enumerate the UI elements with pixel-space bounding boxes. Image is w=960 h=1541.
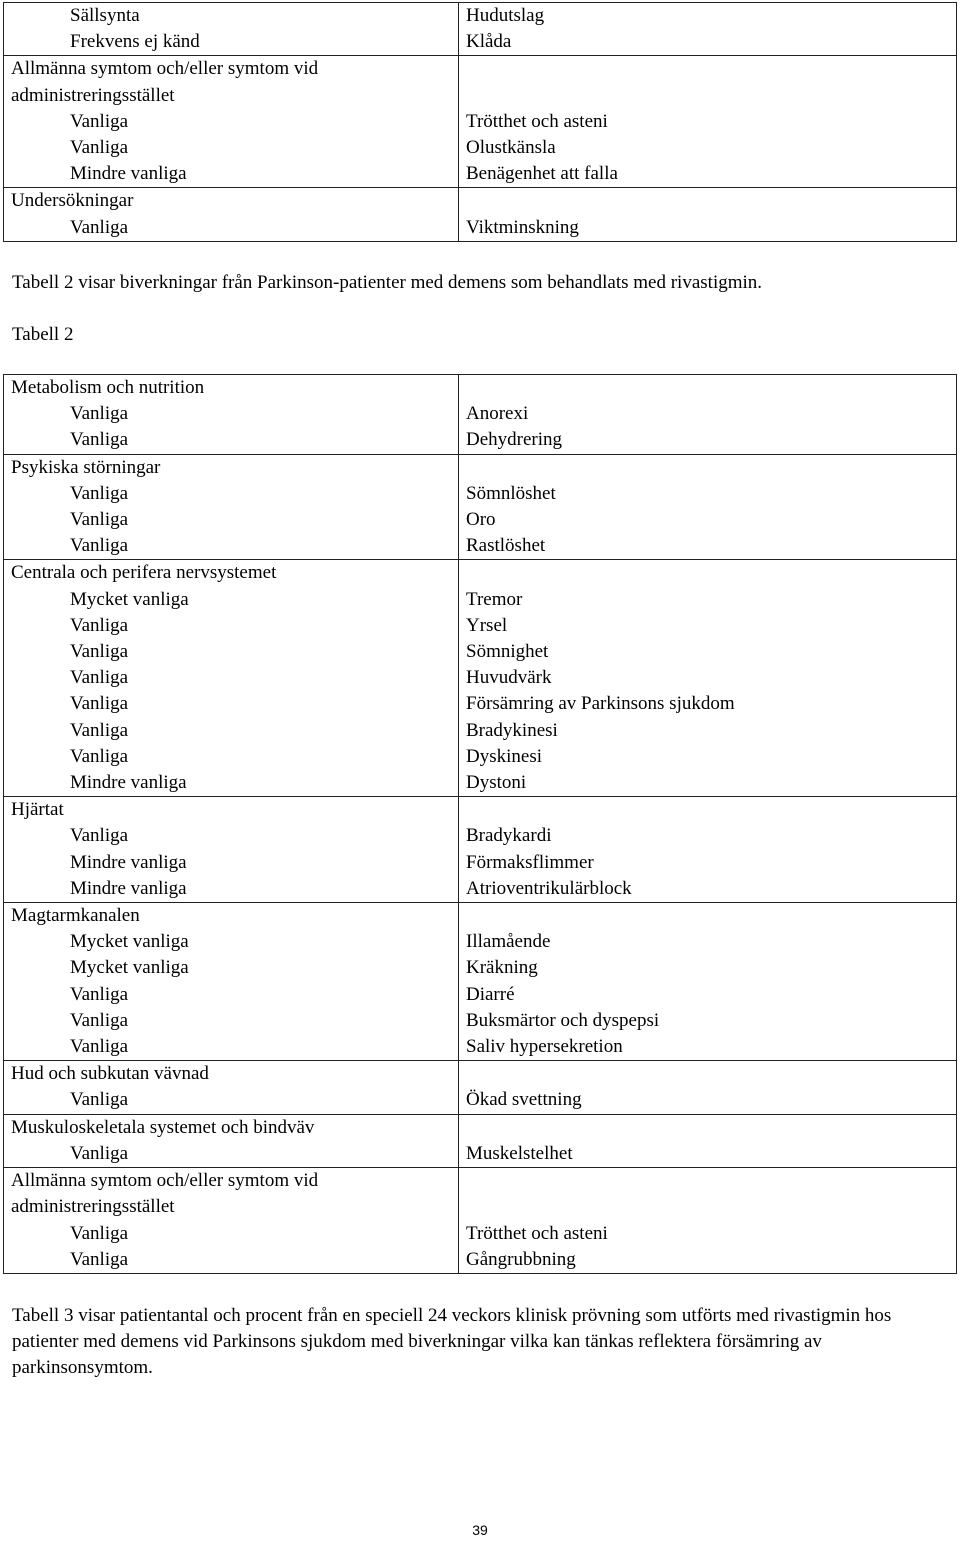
adverse-reaction: Trötthet och asteni [466,110,608,132]
frequency-label: Vanliga [70,137,129,159]
frequency-label: Vanliga [70,641,129,663]
spacer [466,375,956,401]
frequency-cell [4,797,459,903]
frequency-label: Vanliga [70,1248,129,1270]
adverse-reaction: Kräkning [466,957,538,979]
adverse-reaction: Klåda [466,31,512,53]
adverse-reaction: Gångrubbning [466,1248,576,1270]
reaction-cell [459,454,957,560]
table2-intro-paragraph: Tabell 2 visar biverkningar från Parkinson-patienter med demens som behandlats med rivastigmin. [12,272,763,293]
table-row [4,375,957,455]
adverse-reaction: Viktminskning [466,216,579,238]
table3-intro-paragraph: Tabell 3 visar patientantal och procent från en speciell 24 veckors klinisk prövning som utförts med rivastigmin hos patienter med demens vid Parkinsons sjukdom med biverkningar vilka kan tänkas reflektera försämring av parkinsonsymtom. [12,1305,892,1379]
spacer [466,1168,956,1194]
adverse-reaction: Dyskinesi [466,745,542,767]
reaction-cell [459,1168,957,1274]
table-row [4,797,957,903]
spacer [466,1061,956,1087]
frequency-label: Vanliga [70,1009,129,1031]
table-row [4,3,957,56]
organ-class-heading: Metabolism och nutrition [11,377,205,398]
frequency-label: Mycket vanliga [70,931,189,953]
organ-class-heading: Allmänna symtom och/eller symtom vid administreringsstället [11,58,319,106]
table-row [4,1168,957,1274]
frequency-label: Vanliga [70,614,129,636]
spacer [466,83,956,109]
table-row [4,903,957,1061]
spacer [466,1115,956,1141]
frequency-label: Mycket vanliga [70,957,189,979]
reaction-cell [459,188,957,241]
reaction-cell [459,3,957,56]
frequency-cell [4,375,459,455]
frequency-cell [4,903,459,1061]
adverse-reaction: Förmaksflimmer [466,851,594,873]
adverse-reactions-table-2 [3,374,957,1274]
adverse-reaction: Bradykinesi [466,719,558,741]
adverse-reaction: Diarré [466,983,515,1005]
adverse-reaction: Trötthet och asteni [466,1222,608,1244]
frequency-cell [4,1168,459,1274]
frequency-label: Vanliga [70,1142,129,1164]
frequency-label: Vanliga [70,429,129,451]
adverse-reaction: Anorexi [466,403,529,425]
frequency-label: Mycket vanliga [70,588,189,610]
frequency-label: Mindre vanliga [70,772,187,794]
frequency-label: Vanliga [70,693,129,715]
table-row [4,1061,957,1114]
frequency-cell [4,1061,459,1114]
adverse-reaction: Hudutslag [466,5,545,26]
page-number: 39 [472,1522,488,1538]
table2-caption: Tabell 2 [12,324,74,345]
organ-class-heading: Allmänna symtom och/eller symtom vid administreringsstället [11,1170,319,1218]
organ-class-heading: Centrala och perifera nervsystemet [11,562,277,584]
organ-class-heading: Psykiska störningar [11,456,161,478]
adverse-reaction: Huvudvärk [466,667,552,689]
reaction-cell [459,375,957,455]
frequency-label: Vanliga [70,403,129,425]
adverse-reaction: Atrioventrikulärblock [466,877,632,899]
frequency-label: Mindre vanliga [70,851,187,873]
adverse-reaction: Yrsel [466,614,508,636]
adverse-reaction: Dystoni [466,772,527,794]
frequency-label: Vanliga [70,667,129,689]
spacer [466,1194,956,1220]
table-row [4,188,957,241]
frequency-label: Vanliga [70,216,129,238]
adverse-reaction: Ökad svettning [466,1089,582,1111]
reaction-cell [459,903,957,1061]
organ-class-heading: Hjärtat [11,799,64,821]
organ-class-heading: Undersökningar [11,190,134,212]
adverse-reaction: Olustkänsla [466,137,556,159]
table-row [4,560,957,797]
frequency-cell [4,454,459,560]
frequency-label: Mindre vanliga [70,163,187,185]
reaction-cell [459,797,957,903]
adverse-reaction: Dehydrering [466,429,563,451]
reaction-cell [459,1114,957,1167]
spacer [466,797,956,823]
frequency-label: Vanliga [70,1036,129,1058]
adverse-reactions-table-1 [3,2,957,242]
frequency-label: Vanliga [70,535,129,557]
organ-class-heading: Muskuloskeletala systemet och bindväv [11,1116,315,1138]
adverse-reaction: Muskelstelhet [466,1142,573,1164]
organ-class-heading: Hud och subkutan vävnad [11,1063,209,1085]
frequency-cell [4,3,459,56]
organ-class-heading: Magtarmkanalen [11,905,140,927]
reaction-cell [459,1061,957,1114]
adverse-reaction: Försämring av Parkinsons sjukdom [466,693,735,715]
frequency-label: Vanliga [70,983,129,1005]
frequency-cell [4,560,459,797]
frequency-label: Mindre vanliga [70,877,187,899]
spacer [466,455,956,481]
frequency-label: Vanliga [70,719,129,741]
frequency-label: Vanliga [70,110,129,132]
frequency-label: Vanliga [70,745,129,767]
spacer [466,188,956,214]
frequency-cell [4,56,459,188]
spacer [466,560,956,586]
table-row [4,56,957,188]
spacer [466,903,956,929]
reaction-cell [459,56,957,188]
frequency-label: Frekvens ej känd [70,31,200,53]
adverse-reaction: Rastlöshet [466,535,546,557]
adverse-reaction: Bradykardi [466,825,552,847]
adverse-reaction: Illamående [466,931,551,953]
frequency-label: Vanliga [70,482,129,504]
spacer [466,56,956,82]
table-row [4,454,957,560]
adverse-reaction: Benägenhet att falla [466,163,618,185]
adverse-reaction: Oro [466,509,496,531]
adverse-reaction: Saliv hypersekretion [466,1036,623,1058]
adverse-reaction: Tremor [466,588,523,610]
frequency-cell [4,1114,459,1167]
adverse-reaction: Buksmärtor och dyspepsi [466,1009,660,1031]
reaction-cell [459,560,957,797]
frequency-cell [4,188,459,241]
frequency-label: Sällsynta [70,5,140,26]
frequency-label: Vanliga [70,825,129,847]
frequency-label: Vanliga [70,509,129,531]
adverse-reaction: Sömnlöshet [466,482,556,504]
frequency-label: Vanliga [70,1089,129,1111]
table-row [4,1114,957,1167]
adverse-reaction: Sömnighet [466,641,549,663]
frequency-label: Vanliga [70,1222,129,1244]
